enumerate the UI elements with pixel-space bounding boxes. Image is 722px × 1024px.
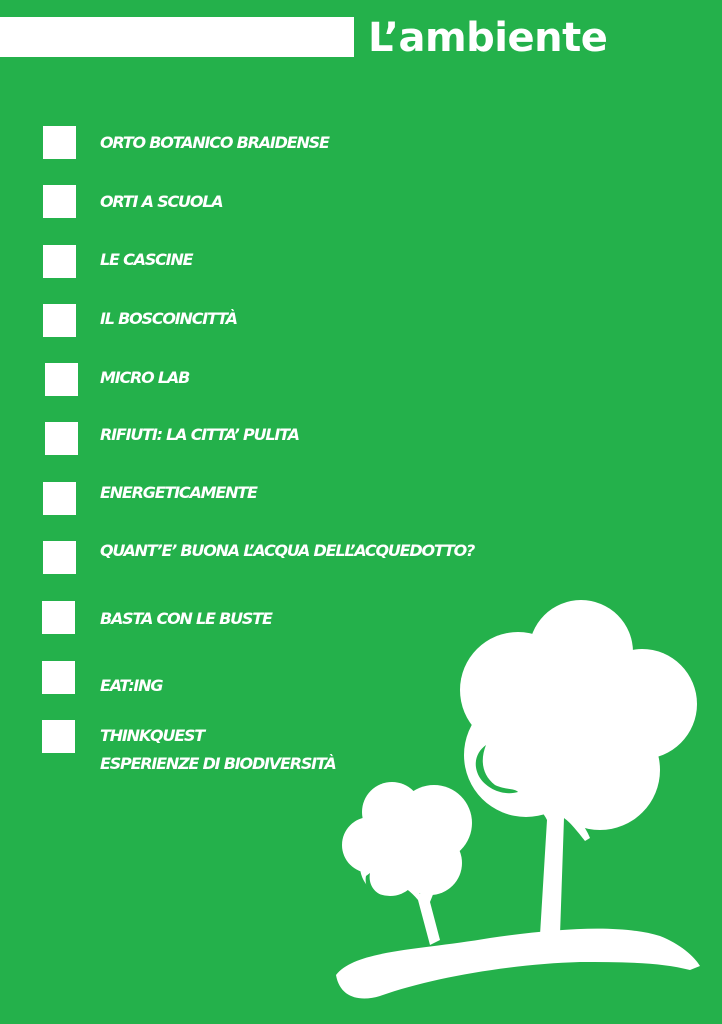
checkbox[interactable] — [43, 541, 76, 574]
checkbox[interactable] — [42, 661, 75, 694]
trees-icon — [330, 595, 722, 1024]
item-label: QUANT’E’ BUONA L’ACQUA DELL’ACQUEDOTTO? — [100, 541, 475, 560]
checkbox[interactable] — [43, 304, 76, 337]
checkbox[interactable] — [43, 185, 76, 218]
item-label: EAT:ING — [100, 676, 163, 695]
item-label: ENERGETICAMENTE — [100, 483, 257, 502]
item-label: MICRO LAB — [100, 368, 190, 387]
item-label: ORTO BOTANICO BRAIDENSE — [100, 133, 329, 152]
item-label: IL BOSCOINCITTÀ — [100, 309, 237, 328]
item-label: ORTI A SCUOLA — [100, 192, 223, 211]
item-label: LE CASCINE — [100, 250, 193, 269]
checkbox[interactable] — [42, 601, 75, 634]
checkbox[interactable] — [43, 245, 76, 278]
page-title: L’ambiente — [368, 15, 608, 61]
item-label: RIFIUTI: LA CITTA’ PULITA — [100, 425, 299, 444]
checkbox[interactable] — [43, 126, 76, 159]
checkbox[interactable] — [42, 720, 75, 753]
item-label-line2: ESPERIENZE DI BIODIVERSITÀ — [100, 754, 336, 773]
checkbox[interactable] — [45, 363, 78, 396]
item-label: BASTA CON LE BUSTE — [100, 609, 272, 628]
item-label: THINKQUEST — [100, 726, 205, 745]
checkbox[interactable] — [43, 482, 76, 515]
checkbox[interactable] — [45, 422, 78, 455]
